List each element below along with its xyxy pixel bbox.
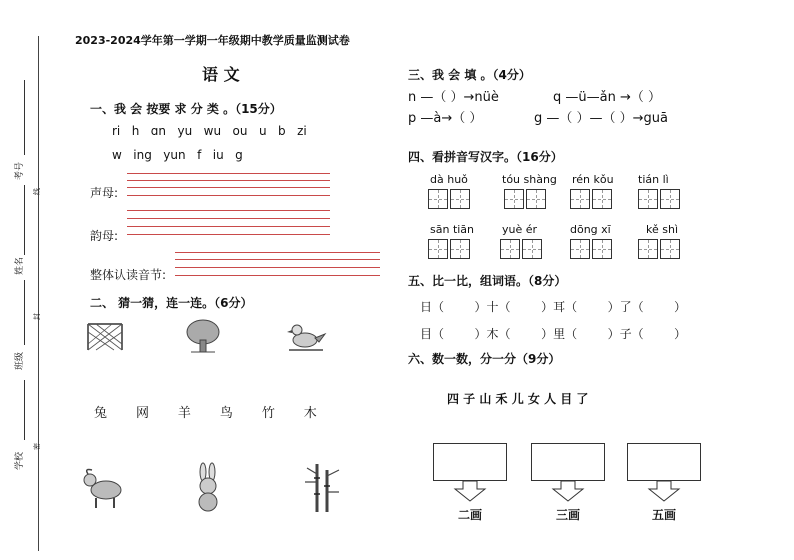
name-line-3: [24, 280, 25, 345]
category-box-2[interactable]: [433, 443, 507, 481]
tian-cell[interactable]: [638, 189, 658, 209]
pinyin-item: w: [112, 148, 122, 162]
s3-title: 三、我 会 填 。（4分）: [408, 68, 531, 82]
compare-cell: ）十（: [474, 300, 511, 314]
s3-line1b[interactable]: q —ü—ǎn →（ ）: [553, 90, 661, 105]
char-mu[interactable]: 木: [303, 406, 317, 421]
pinyin-word: tián lì: [638, 173, 669, 186]
pinyin-item: yun: [163, 148, 186, 162]
exam-title: 2023-2024学年第一学期一年级期中教学质量监测试卷: [75, 34, 350, 47]
compare-cell: ）了（: [607, 300, 644, 314]
answer-line[interactable]: [127, 187, 330, 188]
char-yang[interactable]: 羊: [177, 406, 191, 421]
tian-cell[interactable]: [660, 239, 680, 259]
s6-title: 六、数一数，分一分（9分）: [408, 352, 561, 366]
name-line-1: [24, 80, 25, 155]
side-xuexiao: 学校: [15, 451, 25, 470]
category-label-2: 二画: [458, 508, 483, 522]
side-xingming: 姓名: [15, 256, 25, 275]
compare-cell: 目（: [420, 327, 445, 341]
compare-cell: ）: [674, 327, 687, 341]
side-xian: 线: [33, 188, 41, 195]
down-arrow-icon: [649, 481, 679, 501]
pinyin-item: h: [131, 124, 140, 138]
zhengti-label: 整体认读音节:: [90, 268, 167, 282]
compare-cell: ）: [674, 300, 687, 314]
pinyin-item: u: [258, 124, 267, 138]
tian-cell[interactable]: [450, 239, 470, 259]
name-line-4: [24, 380, 25, 440]
pinyin-item: wu: [203, 124, 222, 138]
pinyin-word: dà huǒ: [430, 173, 468, 186]
category-box-5[interactable]: [627, 443, 701, 481]
answer-line[interactable]: [127, 226, 330, 227]
s4-title: 四、看拼音写汉字。（16分）: [408, 150, 563, 164]
char-wang[interactable]: 网: [135, 406, 149, 421]
answer-line[interactable]: [175, 252, 380, 253]
tian-cell[interactable]: [504, 189, 524, 209]
compare-cell: ）里（: [541, 327, 578, 341]
compare-cell: ）木（: [474, 327, 511, 341]
yunmu-label: 韵母:: [90, 229, 119, 243]
pinyin-item: ri: [112, 124, 121, 138]
answer-line[interactable]: [175, 267, 380, 268]
side-kaohao: 考号: [15, 161, 25, 180]
pinyin-word: yuè ér: [502, 223, 538, 236]
category-label-3: 三画: [556, 508, 581, 522]
answer-line[interactable]: [127, 180, 330, 181]
pinyin-word: sān tiān: [430, 223, 475, 236]
tian-cell[interactable]: [428, 189, 448, 209]
side-mi: 密: [33, 443, 41, 450]
goat-picture[interactable]: [80, 468, 128, 510]
s2-chars: [94, 402, 317, 421]
tian-cell[interactable]: [428, 239, 448, 259]
answer-line[interactable]: [127, 218, 330, 219]
rabbit-picture[interactable]: [190, 464, 226, 512]
s6-chars[interactable]: 四 子 山 禾 儿 女 人 目 了: [447, 392, 589, 406]
side-feng: 封: [33, 313, 41, 320]
pinyin-item: ou: [232, 124, 248, 138]
s3-line2b[interactable]: g —（ ）—（ ）→guā: [534, 111, 668, 126]
tian-cell[interactable]: [570, 189, 590, 209]
s5-title: 五、比一比，组词语。（8分）: [408, 274, 567, 288]
net-picture[interactable]: [86, 322, 124, 352]
pinyin-item: f: [197, 148, 202, 162]
down-arrow-icon: [455, 481, 485, 501]
tian-cell[interactable]: [522, 239, 542, 259]
shengmu-label: 声母:: [90, 186, 119, 200]
tian-cell[interactable]: [526, 189, 546, 209]
compare-cell: 日（: [420, 300, 445, 314]
pinyin-item: iu: [212, 148, 224, 162]
down-arrow-icon: [553, 481, 583, 501]
tian-cell[interactable]: [450, 189, 470, 209]
name-line-2: [24, 185, 25, 255]
s1-title: 一、我 会 按要 求 分 类 。（15分）: [90, 102, 282, 116]
answer-line[interactable]: [175, 275, 380, 276]
compare-cell: ）子（: [607, 327, 644, 341]
pinyin-word: kě shì: [646, 223, 679, 236]
tian-cell[interactable]: [638, 239, 658, 259]
s1-row1: [112, 124, 307, 138]
pinyin-item: zi: [297, 124, 307, 138]
answer-line[interactable]: [127, 234, 330, 235]
bird-picture[interactable]: [285, 318, 327, 354]
s1-row2: [112, 148, 243, 162]
bamboo-picture[interactable]: [305, 462, 341, 514]
compare-row-2[interactable]: [420, 325, 686, 342]
tian-cell[interactable]: [660, 189, 680, 209]
s3-line2a[interactable]: p —à→（ ）: [408, 111, 483, 126]
pinyin-item: yu: [177, 124, 193, 138]
tian-cell[interactable]: [592, 189, 612, 209]
tree-picture[interactable]: [185, 318, 221, 354]
tian-cell[interactable]: [592, 239, 612, 259]
answer-line[interactable]: [127, 173, 330, 174]
subject-title: 语 文: [202, 65, 240, 84]
binding-line: [38, 36, 39, 551]
tian-cell[interactable]: [500, 239, 520, 259]
pinyin-word: tóu shàng: [502, 173, 557, 186]
answer-line[interactable]: [127, 210, 330, 211]
s2-title: 二、 猜一猜，连一连。（6分）: [90, 296, 253, 310]
pinyin-item: ing: [133, 148, 152, 162]
char-niao[interactable]: 鸟: [219, 406, 233, 421]
compare-row-1[interactable]: [420, 298, 686, 315]
pinyin-item: ɑn: [150, 124, 167, 138]
char-zhu[interactable]: 竹: [261, 406, 275, 421]
category-box-3[interactable]: [531, 443, 605, 481]
compare-cell: ）耳（: [541, 300, 578, 314]
pinyin-word: rén kǒu: [572, 173, 614, 186]
char-tu[interactable]: 兔: [94, 406, 108, 421]
pinyin-item: b: [278, 124, 286, 138]
answer-line[interactable]: [175, 259, 380, 260]
answer-line[interactable]: [127, 195, 330, 196]
category-label-5: 五画: [652, 508, 677, 522]
tian-cell[interactable]: [570, 239, 590, 259]
pinyin-item: g: [235, 148, 243, 162]
pinyin-word: dōng xī: [570, 223, 611, 236]
s3-line1a[interactable]: n —（ ）→nüè: [408, 90, 499, 105]
side-banji: 班级: [15, 351, 25, 370]
